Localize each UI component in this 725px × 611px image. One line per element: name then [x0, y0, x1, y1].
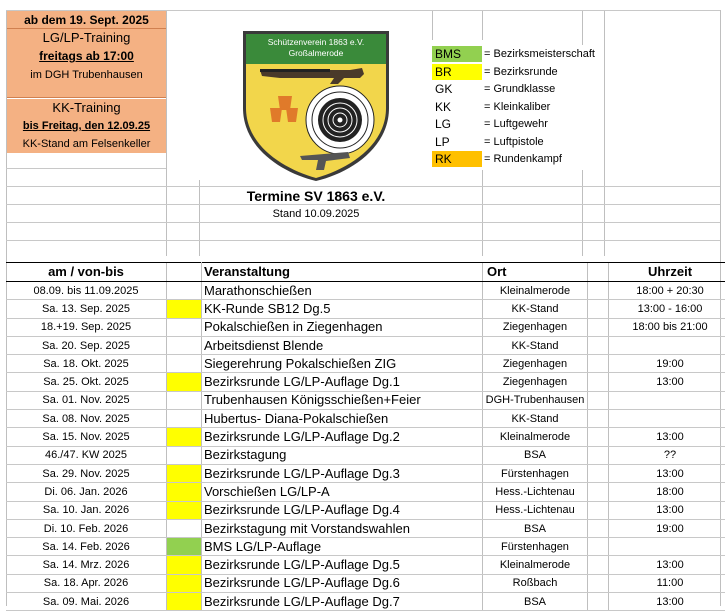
row-category-marker [167, 519, 202, 537]
table-row [6, 282, 725, 300]
row-place: Kleinalmerode [483, 282, 588, 300]
legend-text-gk: = Grundklasse [484, 81, 555, 97]
legend-text-kk: = Kleinkaliber [484, 99, 550, 115]
row-time [609, 391, 725, 409]
row-category-marker [167, 556, 202, 574]
row-place: Ziegenhagen [483, 373, 588, 391]
row-place: KK-Stand [483, 336, 588, 354]
row-time [609, 538, 725, 556]
row-time: 18:00 + 20:30 [609, 282, 725, 300]
table-row [6, 501, 725, 519]
row-gap [588, 410, 609, 428]
table-row [6, 446, 725, 464]
row-category-marker [167, 464, 202, 482]
row-date: Sa. 18. Okt. 2025 [6, 355, 167, 373]
legend-code-kk: KK [432, 99, 482, 115]
row-date: 08.09. bis 11.09.2025 [6, 282, 167, 300]
row-category-marker [167, 538, 202, 556]
row-gap [588, 355, 609, 373]
row-time: 19:00 [609, 355, 725, 373]
row-time: 18:00 bis 21:00 [609, 318, 725, 336]
row-date: Sa. 09. Mai. 2026 [6, 593, 167, 611]
row-place: BSA [483, 446, 588, 464]
lg-training-when: freitags ab 17:00 [7, 47, 166, 65]
row-gap [588, 483, 609, 501]
row-place: BSA [483, 519, 588, 537]
row-category-marker [167, 391, 202, 409]
table-row [6, 538, 725, 556]
row-time: 13:00 [609, 464, 725, 482]
legend-code-br: BR [432, 64, 482, 80]
lg-training-title: LG/LP-Training [7, 29, 166, 47]
table-row [6, 483, 725, 501]
row-event: Hubertus- Diana-Pokalschießen [202, 410, 483, 428]
schedule-title: Termine SV 1863 e.V. [200, 188, 432, 206]
row-gap [588, 318, 609, 336]
row-gap [588, 519, 609, 537]
row-place: Hess.-Lichtenau [483, 501, 588, 519]
row-time: 18:00 [609, 483, 725, 501]
row-date: Sa. 15. Nov. 2025 [6, 428, 167, 446]
crest-line-2: Großalmerode [289, 48, 344, 58]
row-category-marker [167, 300, 202, 318]
row-date: Sa. 01. Nov. 2025 [6, 391, 167, 409]
row-date: Sa. 20. Sep. 2025 [6, 336, 167, 354]
row-gap [588, 428, 609, 446]
crest-line-1: Schützenverein 1863 e.V. [268, 37, 365, 47]
table-row [6, 373, 725, 391]
table-row [6, 336, 725, 354]
row-event: Bezirksrunde LG/LP-Auflage Dg.7 [202, 593, 483, 611]
row-event: Bezirkstagung mit Vorstandswahlen [202, 519, 483, 537]
row-category-marker [167, 593, 202, 611]
row-time: ?? [609, 446, 725, 464]
row-category-marker [167, 574, 202, 592]
row-gap [588, 538, 609, 556]
row-time: 11:00 [609, 574, 725, 592]
row-gap [588, 282, 609, 300]
row-category-marker [167, 483, 202, 501]
row-gap [588, 574, 609, 592]
row-category-marker [167, 410, 202, 428]
table-row [6, 355, 725, 373]
row-place: DGH-Trubenhausen [483, 391, 588, 409]
kk-training-when: bis Freitag, den 12.09.25 [7, 117, 166, 135]
row-time: 13:00 [609, 428, 725, 446]
row-date: Sa. 08. Nov. 2025 [6, 410, 167, 428]
table-row [6, 300, 725, 318]
row-date: Di. 06. Jan. 2026 [6, 483, 167, 501]
legend-code-gk: GK [432, 81, 482, 97]
row-event: Arbeitsdienst Blende [202, 336, 483, 354]
row-event: Bezirksrunde LG/LP-Auflage Dg.5 [202, 556, 483, 574]
row-date: Sa. 14. Feb. 2026 [6, 538, 167, 556]
row-place: Roßbach [483, 574, 588, 592]
row-place: KK-Stand [483, 410, 588, 428]
row-gap [588, 593, 609, 611]
kk-training-where: KK-Stand am Felsenkeller [7, 135, 166, 153]
row-time: 13:00 [609, 501, 725, 519]
row-time: 13:00 [609, 556, 725, 574]
col-header-mark [167, 263, 202, 282]
row-date: Sa. 14. Mrz. 2026 [6, 556, 167, 574]
row-event: Bezirksrunde LG/LP-Auflage Dg.3 [202, 464, 483, 482]
row-category-marker [167, 282, 202, 300]
table-row [6, 574, 725, 592]
row-time [609, 410, 725, 428]
row-date: Sa. 13. Sep. 2025 [6, 300, 167, 318]
row-gap [588, 501, 609, 519]
row-date: Sa. 18. Apr. 2026 [6, 574, 167, 592]
legend-text-br: = Bezirksrunde [484, 64, 558, 80]
row-place: KK-Stand [483, 300, 588, 318]
row-category-marker [167, 446, 202, 464]
table-row [6, 593, 725, 611]
col-header-gap [588, 263, 609, 282]
row-event: Bezirkstagung [202, 446, 483, 464]
legend-code-bms: BMS [432, 46, 482, 62]
row-date: Sa. 29. Nov. 2025 [6, 464, 167, 482]
club-crest-logo [240, 28, 392, 183]
row-event: Pokalschießen in Ziegenhagen [202, 318, 483, 336]
row-event: Marathonschießen [202, 282, 483, 300]
row-event: Bezirksrunde LG/LP-Auflage Dg.6 [202, 574, 483, 592]
row-gap [588, 556, 609, 574]
row-event: Siegerehrung Pokalschießen ZIG [202, 355, 483, 373]
row-date: Di. 10. Feb. 2026 [6, 519, 167, 537]
table-row [6, 410, 725, 428]
table-row [6, 318, 725, 336]
table-header-row [6, 263, 725, 282]
row-gap [588, 446, 609, 464]
row-time: 13:00 [609, 593, 725, 611]
row-date: 46./47. KW 2025 [6, 446, 167, 464]
row-event: KK-Runde SB12 Dg.5 [202, 300, 483, 318]
row-place: Hess.-Lichtenau [483, 483, 588, 501]
row-place: Fürstenhagen [483, 538, 588, 556]
from-date: ab dem 19. Sept. 2025 [7, 11, 166, 29]
row-event: Bezirksrunde LG/LP-Auflage Dg.1 [202, 373, 483, 391]
row-category-marker [167, 355, 202, 373]
legend-code-rk: RK [432, 151, 482, 167]
row-date: Sa. 10. Jan. 2026 [6, 501, 167, 519]
row-time [609, 336, 725, 354]
legend-text-lp: = Luftpistole [484, 134, 544, 150]
row-place: BSA [483, 593, 588, 611]
legend-text-rk: = Rundenkampf [484, 151, 562, 167]
legend-text-lg: = Luftgewehr [484, 116, 548, 132]
col-header-event: Veranstaltung [202, 263, 483, 282]
table-row [6, 519, 725, 537]
row-category-marker [167, 318, 202, 336]
target-icon [306, 86, 374, 154]
row-gap [588, 464, 609, 482]
table-row [6, 428, 725, 446]
row-gap [588, 373, 609, 391]
lg-training-where: im DGH Trubenhausen [7, 65, 166, 98]
schedule-table [6, 262, 725, 611]
col-header-time: Uhrzeit [609, 263, 725, 282]
row-place: Kleinalmerode [483, 428, 588, 446]
row-category-marker [167, 501, 202, 519]
row-event: Bezirksrunde LG/LP-Auflage Dg.4 [202, 501, 483, 519]
row-place: Fürstenhagen [483, 464, 588, 482]
col-header-date: am / von-bis [6, 263, 167, 282]
row-category-marker [167, 373, 202, 391]
row-category-marker [167, 428, 202, 446]
legend-code-lg: LG [432, 116, 482, 132]
row-category-marker [167, 336, 202, 354]
row-gap [588, 391, 609, 409]
legend-code-lp: LP [432, 134, 482, 150]
row-event: Bezirksrunde LG/LP-Auflage Dg.2 [202, 428, 483, 446]
legend-text-bms: = Bezirksmeisterschaft [484, 46, 595, 62]
row-gap [588, 300, 609, 318]
schedule-stand-date: Stand 10.09.2025 [200, 206, 432, 222]
row-event: BMS LG/LP-Auflage [202, 538, 483, 556]
row-gap [588, 336, 609, 354]
table-row [6, 556, 725, 574]
table-row [6, 464, 725, 482]
row-time: 19:00 [609, 519, 725, 537]
row-date: 18.+19. Sep. 2025 [6, 318, 167, 336]
row-place: Ziegenhagen [483, 318, 588, 336]
row-event: Trubenhausen Königsschießen+Feier [202, 391, 483, 409]
row-date: Sa. 25. Okt. 2025 [6, 373, 167, 391]
row-event: Vorschießen LG/LP-A [202, 483, 483, 501]
row-time: 13:00 [609, 373, 725, 391]
row-place: Kleinalmerode [483, 556, 588, 574]
row-place: Ziegenhagen [483, 355, 588, 373]
row-time: 13:00 - 16:00 [609, 300, 725, 318]
col-header-place: Ort [483, 263, 588, 282]
kk-training-title: KK-Training [7, 99, 166, 117]
table-row [6, 391, 725, 409]
